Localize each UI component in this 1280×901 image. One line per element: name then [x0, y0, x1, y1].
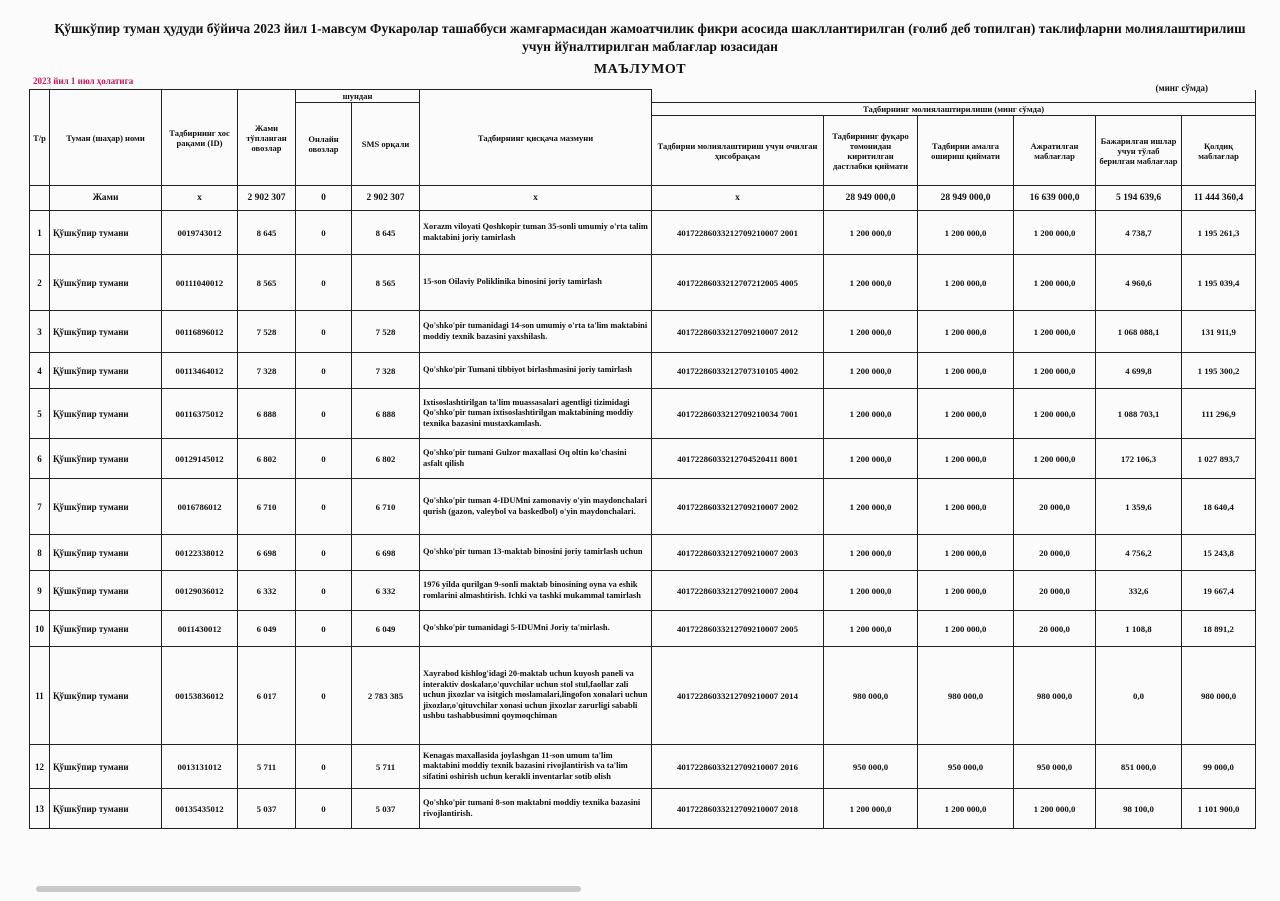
row-actual-cost: 1 200 000,0 [918, 535, 1014, 571]
header-total-votes: Жами тўпланган овозлар [238, 90, 296, 186]
table-row [30, 255, 1256, 311]
document-title: Қўшкўпир туман ҳудуди бўйича 2023 йил 1-мавсум Фукаролар ташаббуси жамғармасидан жамоатчилик фикри асосида шакллантирилган (ғолиб деб топилган) таклифларни молиялаштирилиш учун йўналтирилган маблағлар юзасидан [54, 21, 1246, 54]
row-actual-cost: 1 200 000,0 [918, 439, 1014, 479]
header-paid: Бажарилган ишлар учун тўлаб берилган маблағлар [1096, 116, 1182, 186]
row-actual-cost: 1 200 000,0 [918, 479, 1014, 535]
row-online: 0 [296, 611, 352, 647]
row-allocated: 1 200 000,0 [1014, 439, 1096, 479]
row-initial-cost: 1 200 000,0 [824, 479, 918, 535]
row-summary: Qo'shko'pir tuman 4-IDUMni zamonaviy o'yin maydonchalari qurish (gazon, valeybol va baskedbol) o'yin maydonchalari. [420, 479, 652, 535]
header-financing: Тадбирнинг молиялаштирилиши (минг сўмда) [652, 103, 1256, 116]
row-num: 11 [30, 647, 50, 745]
row-total-votes: 8 565 [238, 255, 296, 311]
total-paid: 5 194 639,6 [1096, 186, 1182, 211]
row-project-id: 0013131012 [162, 745, 238, 789]
row-account: 40172286033212709210007 2012 [652, 311, 824, 353]
row-allocated: 1 200 000,0 [1014, 311, 1096, 353]
row-account: 40172286033212707310105 4002 [652, 353, 824, 389]
row-num: 13 [30, 789, 50, 829]
row-initial-cost: 1 200 000,0 [824, 535, 918, 571]
row-summary: Qo'shko'pir tumani 8-son maktabni moddiy texnika bazasini rivojlantirish. [420, 789, 652, 829]
row-sms: 6 332 [352, 571, 420, 611]
row-project-id: 0011430012 [162, 611, 238, 647]
row-total-votes: 8 645 [238, 211, 296, 255]
row-online: 0 [296, 745, 352, 789]
table-row [30, 353, 1256, 389]
total-votes: 2 902 307 [238, 186, 296, 211]
row-remaining: 18 640,4 [1182, 479, 1256, 535]
row-summary: Xayrabod kishlog'idagi 20-maktab uchun kuyosh paneli va interaktiv doskalar,o'quvchilar uchun stol stul,faollar zali uchun jixozlar va isitgich moslamalari,lingofon xonalari uchun jixozlar,o'qituvchilar xonasi uchun jixozlar zarurligi sababli ushbu tashabbusimni qoymoqchiman [420, 647, 652, 745]
row-account: 40172286033212707212005 4005 [652, 255, 824, 311]
header-num: Т/р [30, 90, 50, 186]
row-paid: 1 088 703,1 [1096, 389, 1182, 439]
row-account: 40172286033212704520411 8001 [652, 439, 824, 479]
row-online: 0 [296, 439, 352, 479]
row-total-votes: 6 888 [238, 389, 296, 439]
row-district: Қўшкўпир тумани [50, 535, 162, 571]
row-summary: Qo'shko'pir tumani Gulzor maxallasi Oq oltin ko'chasini asfalt qilish [420, 439, 652, 479]
row-total-votes: 5 711 [238, 745, 296, 789]
row-online: 0 [296, 353, 352, 389]
row-actual-cost: 1 200 000,0 [918, 353, 1014, 389]
total-allocated: 16 639 000,0 [1014, 186, 1096, 211]
row-remaining: 1 195 261,3 [1182, 211, 1256, 255]
row-project-id: 0019743012 [162, 211, 238, 255]
row-sms: 6 698 [352, 535, 420, 571]
row-summary: Qo'shko'pir tumanidagi 5-IDUMni Joriy ta'mirlash. [420, 611, 652, 647]
row-allocated: 1 200 000,0 [1014, 353, 1096, 389]
row-num: 7 [30, 479, 50, 535]
row-initial-cost: 1 200 000,0 [824, 353, 918, 389]
row-remaining: 1 101 900,0 [1182, 789, 1256, 829]
table-row [30, 211, 1256, 255]
row-initial-cost: 1 200 000,0 [824, 389, 918, 439]
row-online: 0 [296, 571, 352, 611]
row-initial-cost: 1 200 000,0 [824, 439, 918, 479]
total-summary: x [420, 186, 652, 211]
row-remaining: 18 891,2 [1182, 611, 1256, 647]
table-row [30, 647, 1256, 745]
row-initial-cost: 1 200 000,0 [824, 255, 918, 311]
row-project-id: 00111040012 [162, 255, 238, 311]
row-allocated: 1 200 000,0 [1014, 211, 1096, 255]
row-initial-cost: 1 200 000,0 [824, 611, 918, 647]
state-date: 2023 йил 1 июл ҳолатига [33, 76, 134, 86]
table-header [30, 90, 1256, 186]
row-paid: 4 699,8 [1096, 353, 1182, 389]
row-num: 2 [30, 255, 50, 311]
table-row [30, 389, 1256, 439]
row-sms: 6 710 [352, 479, 420, 535]
row-online: 0 [296, 535, 352, 571]
row-initial-cost: 1 200 000,0 [824, 311, 918, 353]
header-remaining: Қолдиқ маблағлар [1182, 116, 1256, 186]
row-district: Қўшкўпир тумани [50, 211, 162, 255]
row-online: 0 [296, 479, 352, 535]
table-row [30, 439, 1256, 479]
row-num: 5 [30, 389, 50, 439]
row-num: 10 [30, 611, 50, 647]
row-sms: 7 328 [352, 353, 420, 389]
row-paid: 172 106,3 [1096, 439, 1182, 479]
row-total-votes: 6 710 [238, 479, 296, 535]
row-num: 9 [30, 571, 50, 611]
table-body [30, 186, 1256, 829]
total-actual-cost: 28 949 000,0 [918, 186, 1014, 211]
row-num: 4 [30, 353, 50, 389]
row-allocated: 20 000,0 [1014, 611, 1096, 647]
row-account: 40172286033212709210007 2016 [652, 745, 824, 789]
row-online: 0 [296, 389, 352, 439]
row-paid: 851 000,0 [1096, 745, 1182, 789]
document-heading: МАЪЛУМОТ [593, 62, 687, 77]
funding-table [29, 89, 1256, 829]
row-account: 40172286033212709210007 2001 [652, 211, 824, 255]
total-account: x [652, 186, 824, 211]
row-project-id: 00116896012 [162, 311, 238, 353]
row-district: Қўшкўпир тумани [50, 647, 162, 745]
row-account: 40172286033212709210034 7001 [652, 389, 824, 439]
total-online: 0 [296, 186, 352, 211]
header-actual-cost: Тадбирни амалга ошириш қиймати [918, 116, 1014, 186]
row-initial-cost: 950 000,0 [824, 745, 918, 789]
row-account: 40172286033212709210007 2018 [652, 789, 824, 829]
row-online: 0 [296, 647, 352, 745]
row-account: 40172286033212709210007 2003 [652, 535, 824, 571]
total-initial-cost: 28 949 000,0 [824, 186, 918, 211]
row-actual-cost: 1 200 000,0 [918, 789, 1014, 829]
row-allocated: 1 200 000,0 [1014, 389, 1096, 439]
row-num: 12 [30, 745, 50, 789]
header-sms: SMS орқали [352, 103, 420, 186]
row-district: Қўшкўпир тумани [50, 571, 162, 611]
row-project-id: 00153836012 [162, 647, 238, 745]
row-project-id: 00113464012 [162, 353, 238, 389]
table-row [30, 611, 1256, 647]
header-initial-cost: Тадбирнинг фуқаро томонидан киритилган дастлабки қиймати [824, 116, 918, 186]
row-total-votes: 6 017 [238, 647, 296, 745]
row-remaining: 111 296,9 [1182, 389, 1256, 439]
row-project-id: 00116375012 [162, 389, 238, 439]
row-total-votes: 6 802 [238, 439, 296, 479]
row-total-votes: 6 698 [238, 535, 296, 571]
table-row [30, 479, 1256, 535]
row-remaining: 131 911,9 [1182, 311, 1256, 353]
horizontal-scrollbar-thumb[interactable] [36, 886, 581, 892]
row-allocated: 1 200 000,0 [1014, 255, 1096, 311]
row-actual-cost: 1 200 000,0 [918, 611, 1014, 647]
row-sms: 6 049 [352, 611, 420, 647]
header-allocated: Ажратилган маблағлар [1014, 116, 1096, 186]
row-total-votes: 5 037 [238, 789, 296, 829]
row-allocated: 20 000,0 [1014, 571, 1096, 611]
row-total-votes: 6 332 [238, 571, 296, 611]
table-row [30, 535, 1256, 571]
row-allocated: 20 000,0 [1014, 535, 1096, 571]
table-row [30, 571, 1256, 611]
row-paid: 0,0 [1096, 647, 1182, 745]
row-district: Қўшкўпир тумани [50, 353, 162, 389]
row-sms: 8 645 [352, 211, 420, 255]
row-summary: Qo'shko'pir Tumani tibbiyot birlashmasini joriy tamirlash [420, 353, 652, 389]
row-remaining: 15 243,8 [1182, 535, 1256, 571]
row-sms: 7 528 [352, 311, 420, 353]
row-allocated: 1 200 000,0 [1014, 789, 1096, 829]
row-sms: 5 037 [352, 789, 420, 829]
row-district: Қўшкўпир тумани [50, 611, 162, 647]
row-district: Қўшкўпир тумани [50, 389, 162, 439]
row-actual-cost: 1 200 000,0 [918, 571, 1014, 611]
header-summary: Тадбирнинг қисқача мазмуни [420, 90, 652, 186]
row-summary: 15-son Oilaviy Poliklinika binosini joriy tamirlash [420, 255, 652, 311]
row-project-id: 00122338012 [162, 535, 238, 571]
total-remaining: 11 444 360,4 [1182, 186, 1256, 211]
row-summary: Xorazm viloyati Qoshkopir tuman 35-sonli umumiy o'rta talim maktabini joriy tamirlash [420, 211, 652, 255]
row-paid: 4 756,2 [1096, 535, 1182, 571]
total-cell-num [30, 186, 50, 211]
row-num: 1 [30, 211, 50, 255]
row-total-votes: 7 528 [238, 311, 296, 353]
row-paid: 4 960,6 [1096, 255, 1182, 311]
row-actual-cost: 980 000,0 [918, 647, 1014, 745]
row-num: 8 [30, 535, 50, 571]
row-district: Қўшкўпир тумани [50, 255, 162, 311]
row-paid: 1 359,6 [1096, 479, 1182, 535]
row-allocated: 980 000,0 [1014, 647, 1096, 745]
table-row [30, 311, 1256, 353]
row-online: 0 [296, 211, 352, 255]
row-num: 6 [30, 439, 50, 479]
row-district: Қўшкўпир тумани [50, 789, 162, 829]
row-online: 0 [296, 255, 352, 311]
row-summary: Ixtisoslashtirilgan ta'lim muassasalari agentligi tizimidagi Qo'shko'pir tuman ixtisoslashtirilgan maktabining moddiy texnika bazasini mustaxkamlash. [420, 389, 652, 439]
unit-note: (минг сўмда) [1155, 83, 1208, 93]
row-sms: 5 711 [352, 745, 420, 789]
row-sms: 6 802 [352, 439, 420, 479]
row-online: 0 [296, 789, 352, 829]
total-label: Жами [50, 186, 162, 211]
header-spacer [652, 90, 1256, 103]
row-sms: 8 565 [352, 255, 420, 311]
row-sms: 2 783 385 [352, 647, 420, 745]
row-actual-cost: 1 200 000,0 [918, 389, 1014, 439]
row-initial-cost: 1 200 000,0 [824, 571, 918, 611]
header-of-which: шундан [296, 90, 420, 103]
row-account: 40172286033212709210007 2002 [652, 479, 824, 535]
header-account: Тадбирни молиялаштириш учун очилган ҳисобрақам [652, 116, 824, 186]
row-remaining: 1 027 893,7 [1182, 439, 1256, 479]
table-row [30, 789, 1256, 829]
row-total-votes: 6 049 [238, 611, 296, 647]
row-num: 3 [30, 311, 50, 353]
row-summary: Kenagas maxallasida joylashgan 11-son umum ta'lim maktabini moddiy texnik bazasini rivojlantirish va ta'lim sifatini oshirish uchun kerakli inventarlar sotib olish [420, 745, 652, 789]
row-account: 40172286033212709210007 2005 [652, 611, 824, 647]
row-summary: Qo'shko'pir tuman 13-maktab binosini joriy tamirlash uchun [420, 535, 652, 571]
row-account: 40172286033212709210007 2014 [652, 647, 824, 745]
row-actual-cost: 1 200 000,0 [918, 211, 1014, 255]
row-summary: Qo'shko'pir tumanidagi 14-son umumiy o'rta ta'lim maktabini moddiy texnik bazasini yaxshilash. [420, 311, 652, 353]
row-remaining: 1 195 300,2 [1182, 353, 1256, 389]
row-district: Қўшкўпир тумани [50, 439, 162, 479]
total-sms: 2 902 307 [352, 186, 420, 211]
row-total-votes: 7 328 [238, 353, 296, 389]
row-allocated: 950 000,0 [1014, 745, 1096, 789]
row-paid: 332,6 [1096, 571, 1182, 611]
row-remaining: 19 667,4 [1182, 571, 1256, 611]
row-actual-cost: 1 200 000,0 [918, 255, 1014, 311]
row-project-id: 0016786012 [162, 479, 238, 535]
row-initial-cost: 1 200 000,0 [824, 211, 918, 255]
row-allocated: 20 000,0 [1014, 479, 1096, 535]
row-initial-cost: 1 200 000,0 [824, 789, 918, 829]
row-paid: 4 738,7 [1096, 211, 1182, 255]
row-remaining: 980 000,0 [1182, 647, 1256, 745]
row-remaining: 1 195 039,4 [1182, 255, 1256, 311]
row-district: Қўшкўпир тумани [50, 479, 162, 535]
row-project-id: 00129036012 [162, 571, 238, 611]
row-remaining: 99 000,0 [1182, 745, 1256, 789]
row-paid: 1 108,8 [1096, 611, 1182, 647]
row-summary: 1976 yilda qurilgan 9-sonli maktab binosining oyna va eshik romlarini almashtirish. Ichki va tashki mukammal tamirlash [420, 571, 652, 611]
table-row [30, 745, 1256, 789]
row-district: Қўшкўпир тумани [50, 311, 162, 353]
row-sms: 6 888 [352, 389, 420, 439]
row-actual-cost: 1 200 000,0 [918, 311, 1014, 353]
total-project-id: x [162, 186, 238, 211]
header-online: Онлайн овозлар [296, 103, 352, 186]
row-paid: 1 068 088,1 [1096, 311, 1182, 353]
row-district: Қўшкўпир тумани [50, 745, 162, 789]
total-row [30, 186, 1256, 211]
header-project-id: Тадбирнинг хос рақами (ID) [162, 90, 238, 186]
row-initial-cost: 980 000,0 [824, 647, 918, 745]
row-actual-cost: 950 000,0 [918, 745, 1014, 789]
row-online: 0 [296, 311, 352, 353]
row-project-id: 00129145012 [162, 439, 238, 479]
header-district: Туман (шаҳар) номи [50, 90, 162, 186]
row-project-id: 00135435012 [162, 789, 238, 829]
row-paid: 98 100,0 [1096, 789, 1182, 829]
row-account: 40172286033212709210007 2004 [652, 571, 824, 611]
